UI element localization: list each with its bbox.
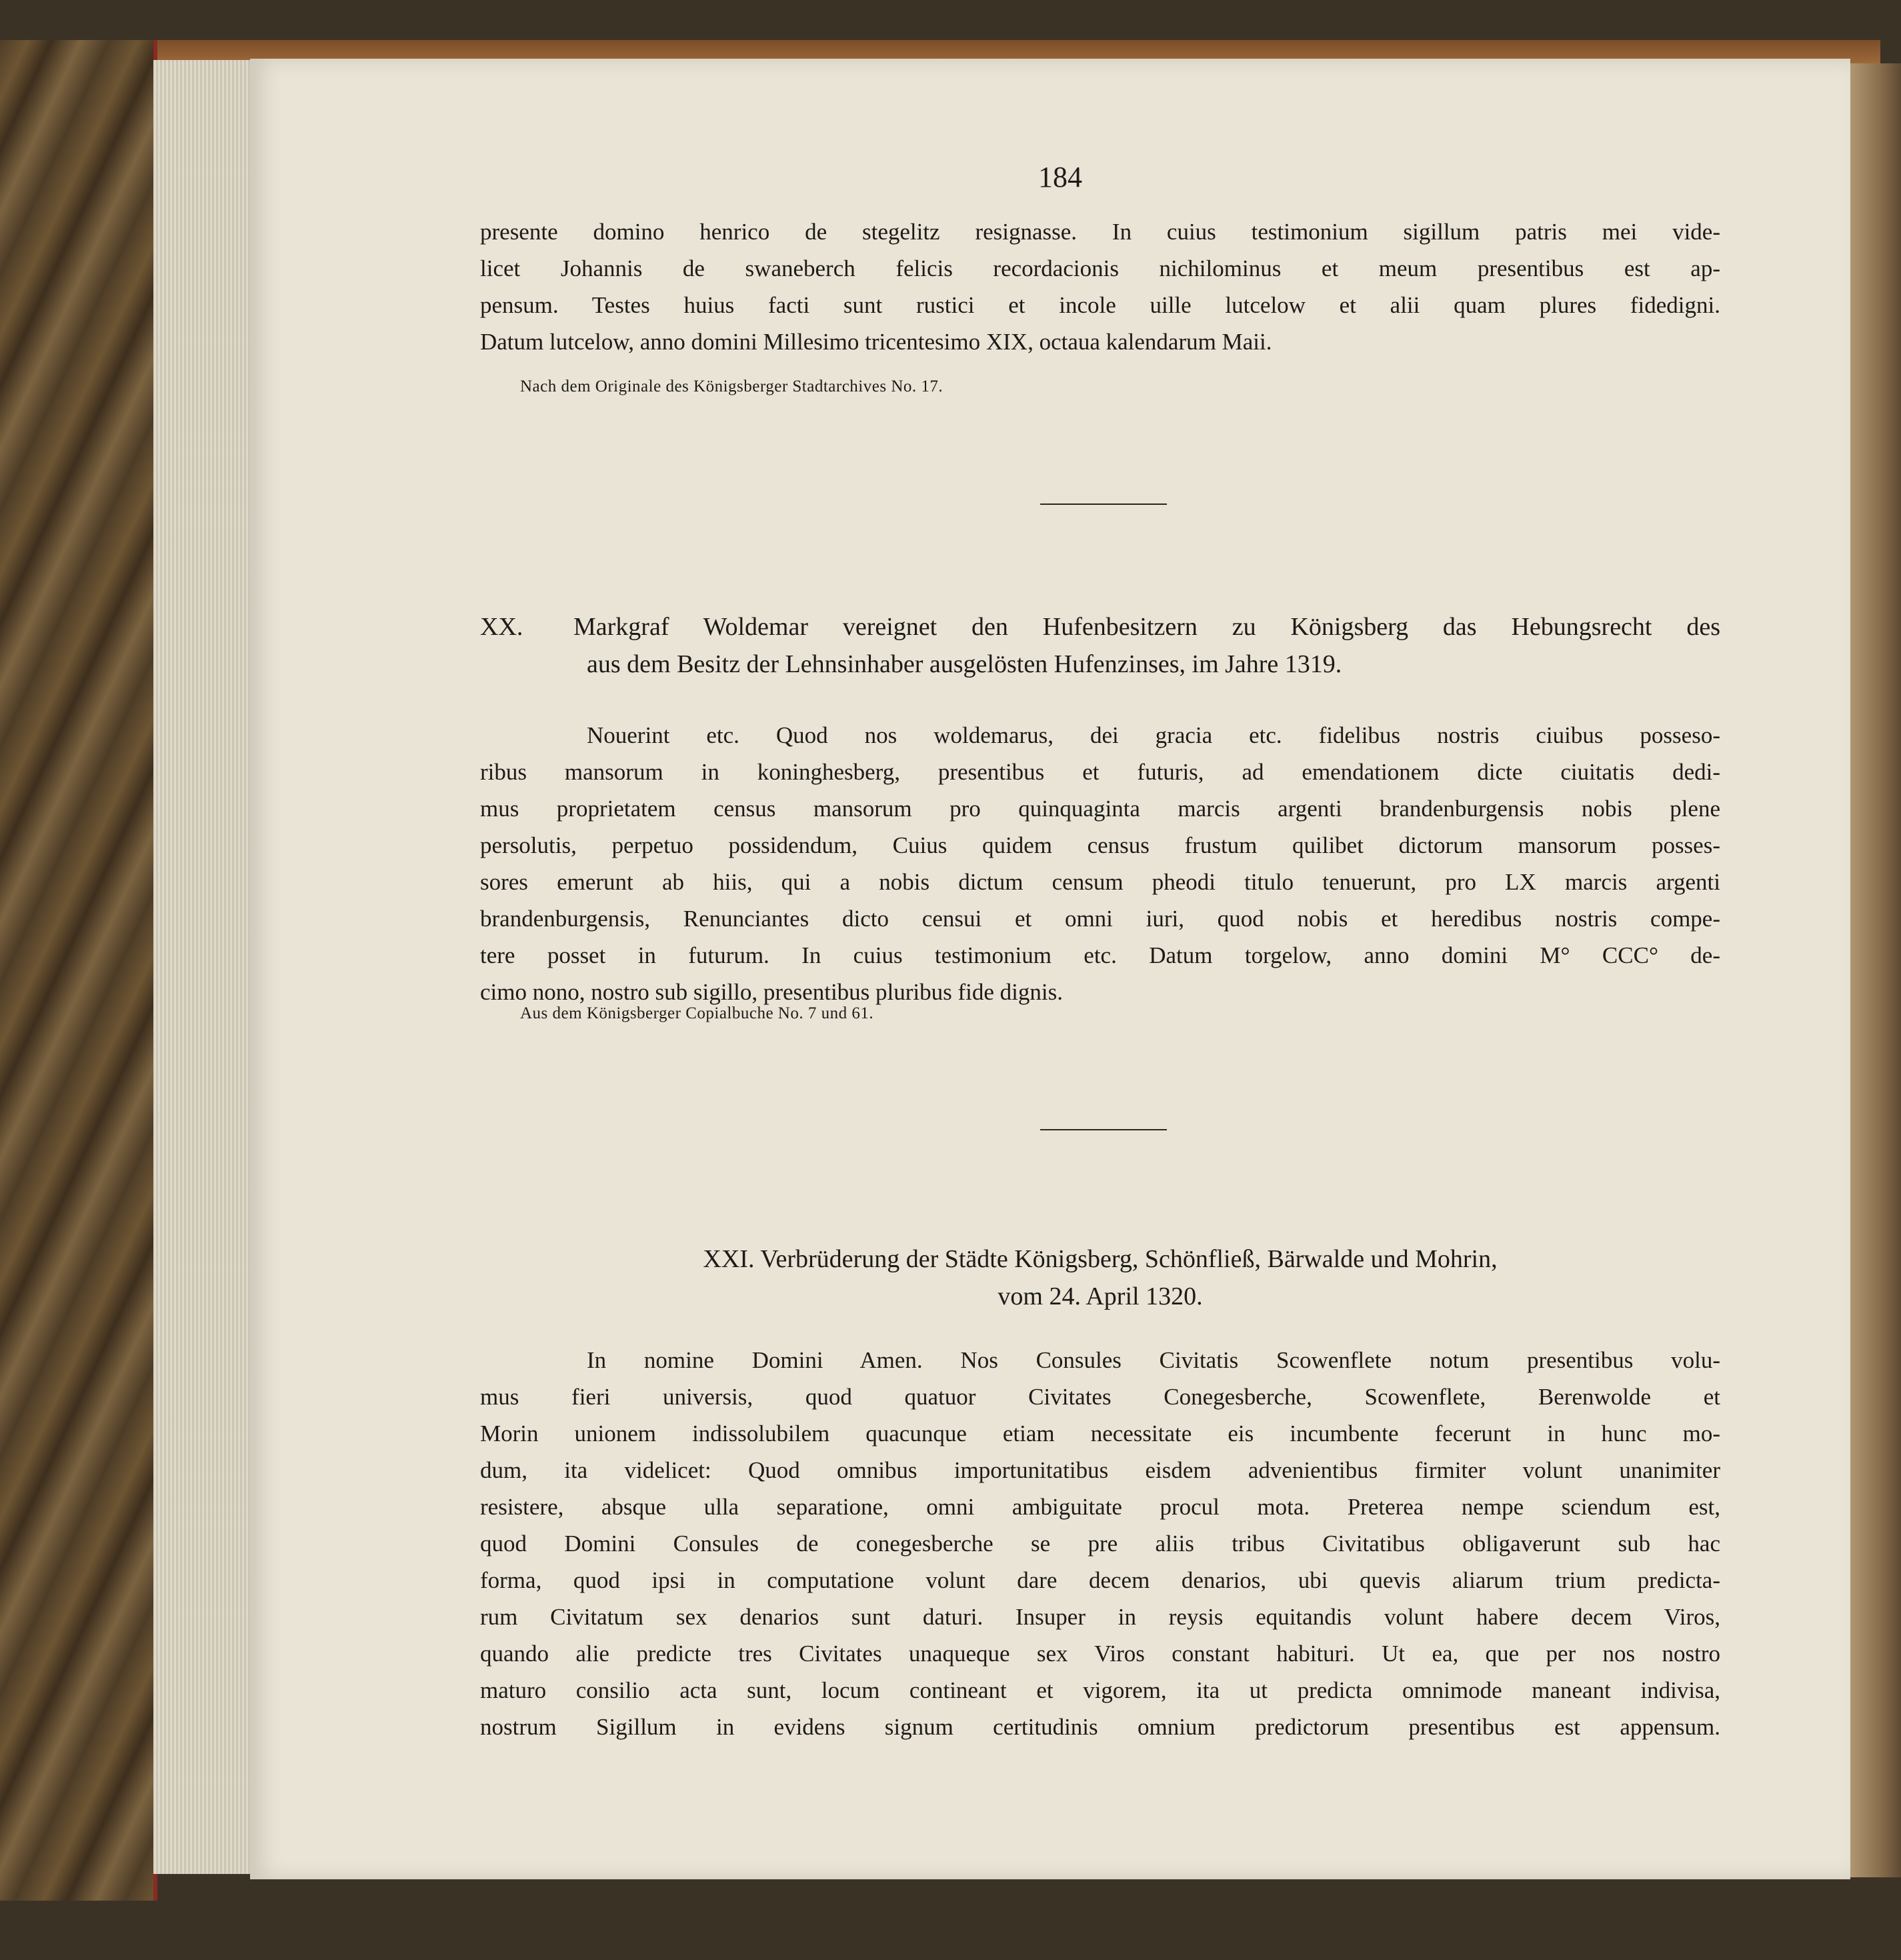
- text-line: nostrum Sigillum in evidens signum certitudinis omnium predictorum presentibus est appensum.: [480, 1714, 1720, 1740]
- heading-line: [480, 608, 1720, 646]
- text-line: In nomine Domini Amen. Nos Consules Civitatis Scowenflete notum presentibus volu-: [587, 1347, 1720, 1373]
- section-title-line-1: Verbrüderung der Städte Königsberg, Schönfließ, Bärwalde und Mohrin,: [760, 1245, 1498, 1273]
- text-line: quando alie predicte tres Civitates unaqueque sex Viros constant habituri. Ut ea, que per nos nostro: [480, 1641, 1720, 1667]
- text-line: licet Johannis de swaneberch felicis recordacionis nichilominus et meum presentibus est ap-: [480, 255, 1720, 281]
- text-line: maturo consilio acta sunt, locum contineant et vigorem, ita ut predicta omnimode maneant indivisa,: [480, 1677, 1720, 1703]
- text-line: sores emerunt ab hiis, qui a nobis dictum censum pheodi titulo tenuerunt, pro LX marcis argenti: [480, 869, 1720, 895]
- charter-text-xxi: [480, 1342, 1720, 1745]
- page-stack-edges: [153, 60, 253, 1874]
- text-line: persolutis, perpetuo possidendum, Cuius quidem census frustum quilibet dictorum mansorum posses-: [480, 832, 1720, 858]
- charter-text-continued: [480, 213, 1720, 360]
- facing-page-edge: [1847, 63, 1901, 1877]
- text-line: mus fieri universis, quod quatuor Civitates Conegesberche, Scowenflete, Berenwolde et: [480, 1384, 1720, 1410]
- text-line: cimo nono, nostro sub sigillo, presentibus pluribus fide dignis.: [480, 979, 1063, 1005]
- section-title-line-2: vom 24. April 1320.: [998, 1282, 1203, 1310]
- text-line: resistere, absque ulla separatione, omni ambiguitate procul mota. Preterea nempe sciendum est,: [480, 1494, 1720, 1520]
- text-line: forma, quod ipsi in computatione volunt dare decem denarios, ubi quevis aliarum trium predicta-: [480, 1567, 1720, 1593]
- text-line: ribus mansorum in koninghesberg, presentibus et futuris, ad emendationem dicte ciuitatis dedi-: [480, 759, 1720, 785]
- text-line: presente domino henrico de stegelitz resignasse. In cuius testimonium sigillum patris mei vide-: [480, 219, 1720, 245]
- section-number: XX.: [480, 613, 523, 641]
- section-number: XXI.: [703, 1245, 755, 1273]
- text-line: brandenburgensis, Renunciantes dicto censui et omni iuri, quod nobis et heredibus nostris compe-: [480, 906, 1720, 932]
- charter-text-xx: [480, 717, 1720, 1010]
- text-line: Morin unionem indissolubilem quacunque etiam necessitate eis incumbente fecerunt in hunc mo-: [480, 1420, 1720, 1446]
- source-note-1: Nach dem Originale des Königsberger Stadtarchives No. 17.: [520, 377, 943, 395]
- section-title-line-1: Markgraf Woldemar vereignet den Hufenbesitzern zu Königsberg das Hebungsrecht des: [573, 613, 1720, 641]
- text-line: mus proprietatem census mansorum pro quinquaginta marcis argenti brandenburgensis nobis plene: [480, 796, 1720, 822]
- text-line: dum, ita videlicet: Quod omnibus importunitatibus eisdem advenientibus firmiter volunt unanimiter: [480, 1457, 1720, 1483]
- section-title-line-2: aus dem Besitz der Lehnsinhaber ausgelösten Hufenzinses, im Jahre 1319.: [587, 650, 1342, 678]
- page-number: 184: [1038, 161, 1082, 193]
- section-divider: [1040, 504, 1167, 505]
- text-line: quod Domini Consules de conegesberche se pre aliis tribus Civitatibus obligaverunt sub hac: [480, 1531, 1720, 1557]
- marbled-book-cover: [0, 40, 157, 1901]
- heading-line: [480, 1240, 1720, 1278]
- section-heading-xxi: [480, 1240, 1720, 1315]
- text-line: Nouerint etc. Quod nos woldemarus, dei gracia etc. fidelibus nostris ciuibus posseso-: [587, 722, 1720, 748]
- section-heading-xx: [480, 608, 1720, 683]
- text-line: tere posset in futurum. In cuius testimonium etc. Datum torgelow, anno domini M° CCC° de-: [480, 942, 1720, 968]
- text-line: Datum lutcelow, anno domini Millesimo tricentesimo XIX, octaua kalendarum Maii.: [480, 329, 1272, 355]
- source-note-2: Aus dem Königsberger Copialbuche No. 7 und 61.: [520, 1004, 874, 1022]
- text-line: rum Civitatum sex denarios sunt daturi. Insuper in reysis equitandis volunt habere decem Viros,: [480, 1604, 1720, 1630]
- text-line: pensum. Testes huius facti sunt rustici et incole uille lutcelow et alii quam plures fidedigni.: [480, 292, 1720, 318]
- section-divider: [1040, 1129, 1167, 1130]
